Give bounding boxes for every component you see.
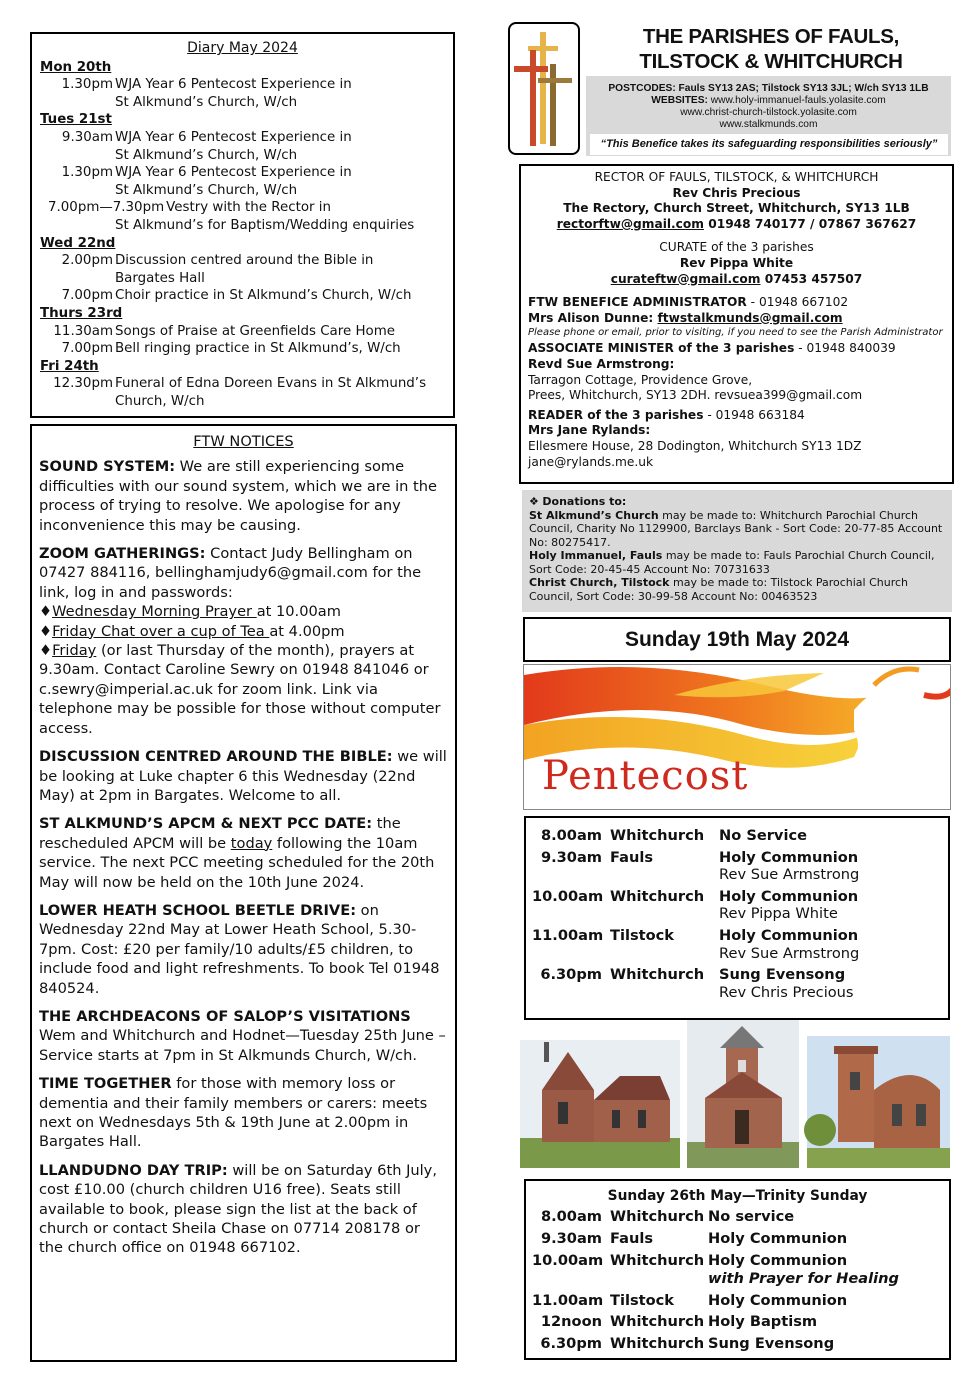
diary-event: [40, 287, 445, 305]
service-minister: Rev Sue Armstrong: [719, 944, 860, 962]
services-list: [532, 827, 942, 1001]
service-minister: Rev Pippa White: [719, 905, 838, 923]
pentecost-banner: [523, 664, 951, 810]
diary-event-time: 1.30pm: [61, 77, 113, 93]
assoc-address-1: Tarragon Cottage, Providence Grove,: [528, 372, 753, 387]
diary-event-text: St Alkmund’s Church, W/ch: [115, 94, 298, 110]
church-photos: [520, 1020, 952, 1170]
sunday-title: Sunday 19th May 2024: [523, 617, 951, 662]
service-row: [532, 888, 942, 923]
next-service-row: [532, 1333, 943, 1355]
diary-event-text: Bargates Hall: [115, 270, 205, 286]
service-minister: Rev Sue Armstrong: [719, 866, 860, 884]
service-place: Whitchurch: [610, 966, 705, 984]
next-service-place: Tilstock: [610, 1291, 675, 1309]
curate-email-link[interactable]: curateftw@gmail.com: [610, 271, 761, 286]
diary-event-time: 7.00pm: [61, 288, 113, 304]
diary-event: [40, 252, 445, 287]
tilstock-church-photo: [687, 1020, 799, 1168]
diary-day: Wed 22nd: [40, 235, 116, 251]
next-service-name: Holy Communion: [708, 1291, 848, 1309]
assoc-name: Revd Sue Armstrong:: [528, 356, 675, 371]
diary-event: [40, 129, 445, 164]
notice-apcm: ST ALKMUND’S APCM & NEXT PCC DATE: the rescheduled APCM will be today following the 10am service. The next PCC meeting scheduled for the 20th May will now be held on the 10th June 2024.: [39, 815, 435, 891]
diary-event-text: Church, W/ch: [115, 393, 205, 409]
service-name: No Service: [719, 827, 807, 844]
diary-box: [30, 32, 455, 418]
admin-name: Mrs Alison Dunne: ftwstalkmunds@gmail.com: [528, 310, 843, 325]
curate-title: CURATE of the 3 parishes: [659, 240, 814, 255]
admin-email-link[interactable]: ftwstalkmunds@gmail.com: [657, 310, 843, 325]
rector-name: Rev Chris Precious: [672, 185, 801, 200]
admin-note: Please phone or email, prior to visiting, if you need to see the Parish Administrator: [528, 327, 943, 339]
diary-event-text: St Alkmund’s Church, W/ch: [115, 147, 298, 163]
next-service-time: 11.00am: [532, 1291, 604, 1309]
reader-title: READER of the 3 parishes - 01948 663184: [528, 407, 805, 422]
service-time: 10.00am: [532, 887, 604, 905]
diary-event-text: St Alkmund’s for Baptism/Wedding enquiries: [115, 217, 415, 233]
diary-event: [40, 323, 445, 341]
safeguarding-quote: “This Benefice takes its safeguarding responsibilities seriously”: [590, 134, 948, 155]
assoc-title: ASSOCIATE MINISTER of the 3 parishes - 01948 840039: [528, 341, 896, 356]
diary-event-text: WJA Year 6 Pentecost Experience in: [115, 165, 352, 181]
diary-event: [40, 199, 445, 234]
next-service-place: Whitchurch: [610, 1335, 705, 1353]
st-alkmunds-church-photo: [804, 1036, 950, 1168]
diamond-bullet-icon: ❖: [529, 495, 539, 508]
service-desc: [719, 827, 942, 845]
diary-event-text: Songs of Praise at Greenfields Care Home: [115, 323, 396, 339]
next-service-time: 6.30pm: [540, 1335, 602, 1353]
notice-time-together: TIME TOGETHER for those with memory loss or dementia and their family members or carers: meets next on Wednesdays 5th & 19th June at 2.00pm in Bargates Hall.: [39, 1075, 428, 1151]
donation-tilstock: Christ Church, Tilstock may be made to: Tilstock Parochial Church Council, Sort Code: 30-99-58 Account No: 00463523: [529, 576, 909, 603]
assoc-address-2: Prees, Whitchurch, SY13 2DH. revsuea399@gmail.com: [528, 388, 863, 403]
diary-event-time: 1.30pm: [61, 165, 113, 181]
service-place: Whitchurch: [610, 887, 705, 905]
diary-event-text: Discussion centred around the Bible in: [115, 253, 374, 269]
diary-day: Tues 21st: [40, 112, 112, 128]
diary-day: Fri 24th: [40, 358, 99, 374]
diary-event-text: Bell ringing practice in St Alkmund’s, W/ch: [115, 341, 401, 357]
next-service-row: [532, 1206, 943, 1228]
reader-email: jane@rylands.me.uk: [528, 454, 654, 469]
diary-event-time: 9.30am: [61, 129, 113, 145]
next-service-extra: with Prayer for Healing: [708, 1269, 899, 1287]
service-place: Fauls: [610, 848, 654, 866]
next-service-name: Holy Communion: [708, 1229, 848, 1247]
diary-event: [40, 164, 445, 199]
next-service-name: Holy Baptism: [708, 1313, 818, 1331]
service-name: Sung Evensong: [719, 966, 846, 984]
service-desc: [719, 966, 942, 1001]
next-service-time: 8.00am: [540, 1208, 602, 1225]
next-service-time: 12noon: [540, 1313, 602, 1331]
service-minister: Rev Chris Precious: [719, 983, 854, 1001]
next-service-name: Sung Evensong: [708, 1335, 835, 1353]
next-service-place: Whitchurch: [610, 1251, 705, 1269]
service-row: [532, 966, 942, 1001]
diary-event-text: WJA Year 6 Pentecost Experience in: [115, 129, 352, 145]
next-service-place: Whitchurch: [610, 1208, 705, 1225]
notices-box: [30, 424, 457, 1362]
diary-title: Diary May 2024: [187, 40, 298, 56]
next-service-place: Fauls: [610, 1229, 654, 1247]
next-service-place: Whitchurch: [610, 1313, 705, 1331]
rector-address: The Rectory, Church Street, Whitchurch, SY13 1LB: [563, 201, 910, 216]
next-sunday-box: [524, 1179, 951, 1360]
diary-day: Mon 20th: [40, 59, 112, 75]
reader-address: Ellesmere House, 28 Dodington, Whitchurch SY13 1DZ: [528, 438, 862, 453]
rector-email-link[interactable]: rectorftw@gmail.com: [556, 216, 704, 231]
rector-title: RECTOR OF FAULS, TILSTOCK, & WHITCHURCH: [594, 170, 879, 184]
diary-day: Thurs 23rd: [40, 305, 123, 321]
service-place: Whitchurch: [610, 827, 705, 844]
postcodes-websites: POSTCODES: Fauls SY13 2AS; Tilstock SY13 3JL; W/ch SY13 1LB WEBSITES: www.holy-immanuel-fauls.yolasite.com www.christ-church-tilstock.yolasite.com www.stalkmunds.com: [608, 83, 929, 130]
pentecost-word: Pentecost: [542, 753, 749, 799]
service-time: 8.00am: [540, 827, 602, 844]
next-service-name: No service: [708, 1208, 795, 1225]
service-row: [532, 927, 942, 962]
zoom-item-wednesday: ♦Wednesday Morning Prayer at 10.00am: [39, 603, 341, 621]
fauls-church-photo: [520, 1040, 680, 1168]
service-row: [532, 827, 942, 845]
service-place: Tilstock: [610, 926, 675, 944]
next-service-row: [532, 1311, 943, 1333]
diary-event: [40, 76, 445, 111]
diary-event-time: 7.00pm—7.30pm: [48, 200, 165, 216]
admin-title: FTW BENEFICE ADMINISTRATOR - 01948 667102: [528, 295, 849, 310]
next-sunday-title: Sunday 26th May—Trinity Sunday: [607, 1188, 868, 1204]
next-service-row: [532, 1250, 943, 1290]
next-sunday-list: [532, 1206, 943, 1355]
notice-bible: DISCUSSION CENTRED AROUND THE BIBLE: we will be looking at Luke chapter 6 this Wednesday (22nd May) at 2pm in Bargates. Welcome to all.: [39, 748, 447, 804]
notice-zoom: ZOOM GATHERINGS: Contact Judy Bellingham on 07427 884116, bellinghamjudy6@gmail.com for the link, log in and passwords:: [39, 545, 422, 601]
next-service-row: [532, 1290, 943, 1312]
next-service-time: 10.00am: [532, 1251, 604, 1269]
parish-title: THE PARISHES OF FAULS, TILSTOCK & WHITCHURCH: [639, 25, 903, 73]
diary-event-time: 2.00pm: [61, 253, 113, 269]
zoom-item-friday-chat: ♦Friday Chat over a cup of Tea at 4.00pm: [39, 622, 345, 640]
service-name: Holy Communion: [719, 848, 859, 866]
diary-event-text: Choir practice in St Alkmund’s Church, W/ch: [115, 288, 412, 304]
notices-title: FTW NOTICES: [193, 433, 294, 450]
diary-event-text: WJA Year 6 Pentecost Experience in: [115, 77, 352, 93]
service-desc: [719, 849, 942, 884]
notice-sound: SOUND SYSTEM: We are still experiencing some difficulties with our sound system, which we are in the process of trying to resolve. We apologise for any inconvenience this may be causing.: [39, 458, 437, 534]
service-time: 9.30am: [540, 848, 602, 866]
crosses-logo: [508, 22, 580, 155]
diary-event-time: 12.30pm: [53, 376, 113, 392]
donation-st-alkmund: St Alkmund’s Church may be made to: Whitchurch Parochial Church Council, Charity No 1129900, Barclays Bank - Sort Code: 20-77-85 Account No: 80275417.: [529, 508, 943, 549]
service-time: 6.30pm: [540, 966, 602, 984]
notice-beetle-drive: LOWER HEATH SCHOOL BEETLE DRIVE: on Wednesday 22nd May at Lower Heath School, 5.30-7pm. Cost: £20 per family/10 adults/£5 children, to include food and light refreshments. To book Tel 01948 840524.: [39, 901, 440, 997]
diary-event-time: 11.30am: [53, 323, 113, 339]
contacts-box: RECTOR OF FAULS, TILSTOCK, & WHITCHURCH Rev Chris Precious The Rectory, Church Street, Whitchurch, SY13 1LB rectorftw@gmail.com 01948 740177 / 07867 367627 CURATE of the 3 parishes Rev Pippa White curateftw@gmail.com 07453 457507 FTW BENEFICE ADMINISTRATOR - 01948 667102 Mrs Alison Dunne: ftwstalkmunds@gmail.com Please phone or email, prior to visiting, if you need to see the Parish Administrator ASSOCIATE MINISTER of the 3 parishes - 01948 840039 Revd Sue Armstrong: Tarragon Cottage, Providence Grove, Prees, Whitchurch, SY13 2DH. revsuea399@gmail.com READER of the 3 parishes - 01948 663184 Mrs Jane Rylands: Ellesmere House, 28 Dodington, Whitchurch SY13 1DZ jane@rylands.me.uk: [519, 164, 954, 484]
diary-event: [40, 375, 445, 410]
next-service-name: Holy Communion: [708, 1251, 848, 1269]
diary-event: [40, 340, 445, 358]
diary-event-text: Funeral of Edna Doreen Evans in St Alkmund’s: [115, 376, 427, 392]
diary-event-text: Vestry with the Rector in: [166, 200, 331, 216]
notice-archdeacon: THE ARCHDEACONS OF SALOP’S VISITATIONS Wem and Whitchurch and Hodnet—Tuesday 25th June – Service starts at 7pm in St Alkmunds Church, W/ch.: [39, 1007, 446, 1064]
notice-llandudno: LLANDUDNO DAY TRIP: will be on Saturday 6th July, cost £10.00 (church children U16 free). Seats still available to book, please sign the list at the back of church or contact Sheila Chase on 07714 208178 or the church office on 01948 667102.: [39, 1161, 437, 1257]
diary-list: [40, 59, 445, 411]
service-name: Holy Communion: [719, 887, 859, 905]
reader-name: Mrs Jane Rylands:: [528, 423, 651, 438]
service-row: [532, 849, 942, 884]
zoom-item-friday-prayers: ♦Friday (or last Thursday of the month), prayers at 9.30am. Contact Caroline Sewry on 01948 841046 or c.sewry@imperial.ac.uk for zoom link. Link via telephone may be possible for those without computer access.: [39, 642, 441, 737]
diary-event-time: 7.00pm: [61, 341, 113, 357]
service-time: 11.00am: [532, 926, 604, 944]
next-service-time: 9.30am: [540, 1229, 602, 1247]
service-desc: [719, 888, 942, 923]
next-service-row: [532, 1228, 943, 1250]
services-box: [524, 816, 950, 1020]
diary-event-text: St Alkmund’s Church, W/ch: [115, 182, 298, 198]
curate-name: Rev Pippa White: [679, 255, 794, 270]
donation-fauls: Holy Immanuel, Fauls may be made to: Fauls Parochial Church Council, Sort Code: 20-45-45 Account No: 70731633: [529, 549, 935, 576]
service-desc: [719, 927, 942, 962]
service-name: Holy Communion: [719, 926, 859, 944]
donations-panel: ❖ Donations to: St Alkmund’s Church may be made to: Whitchurch Parochial Church Council, Charity No 1129900, Barclays Bank - Sort Code: 20-77-85 Account No: 80275417. Holy Immanuel, Fauls may be made to: Fauls Parochial Church Council, Sort Code: 20-45-45 Account No: 70731633 Christ Church, Tilstock may be made to: Tilstock Parochial Church Council, Sort Code: 30-99-58 Account No: 00463523: [522, 490, 952, 612]
